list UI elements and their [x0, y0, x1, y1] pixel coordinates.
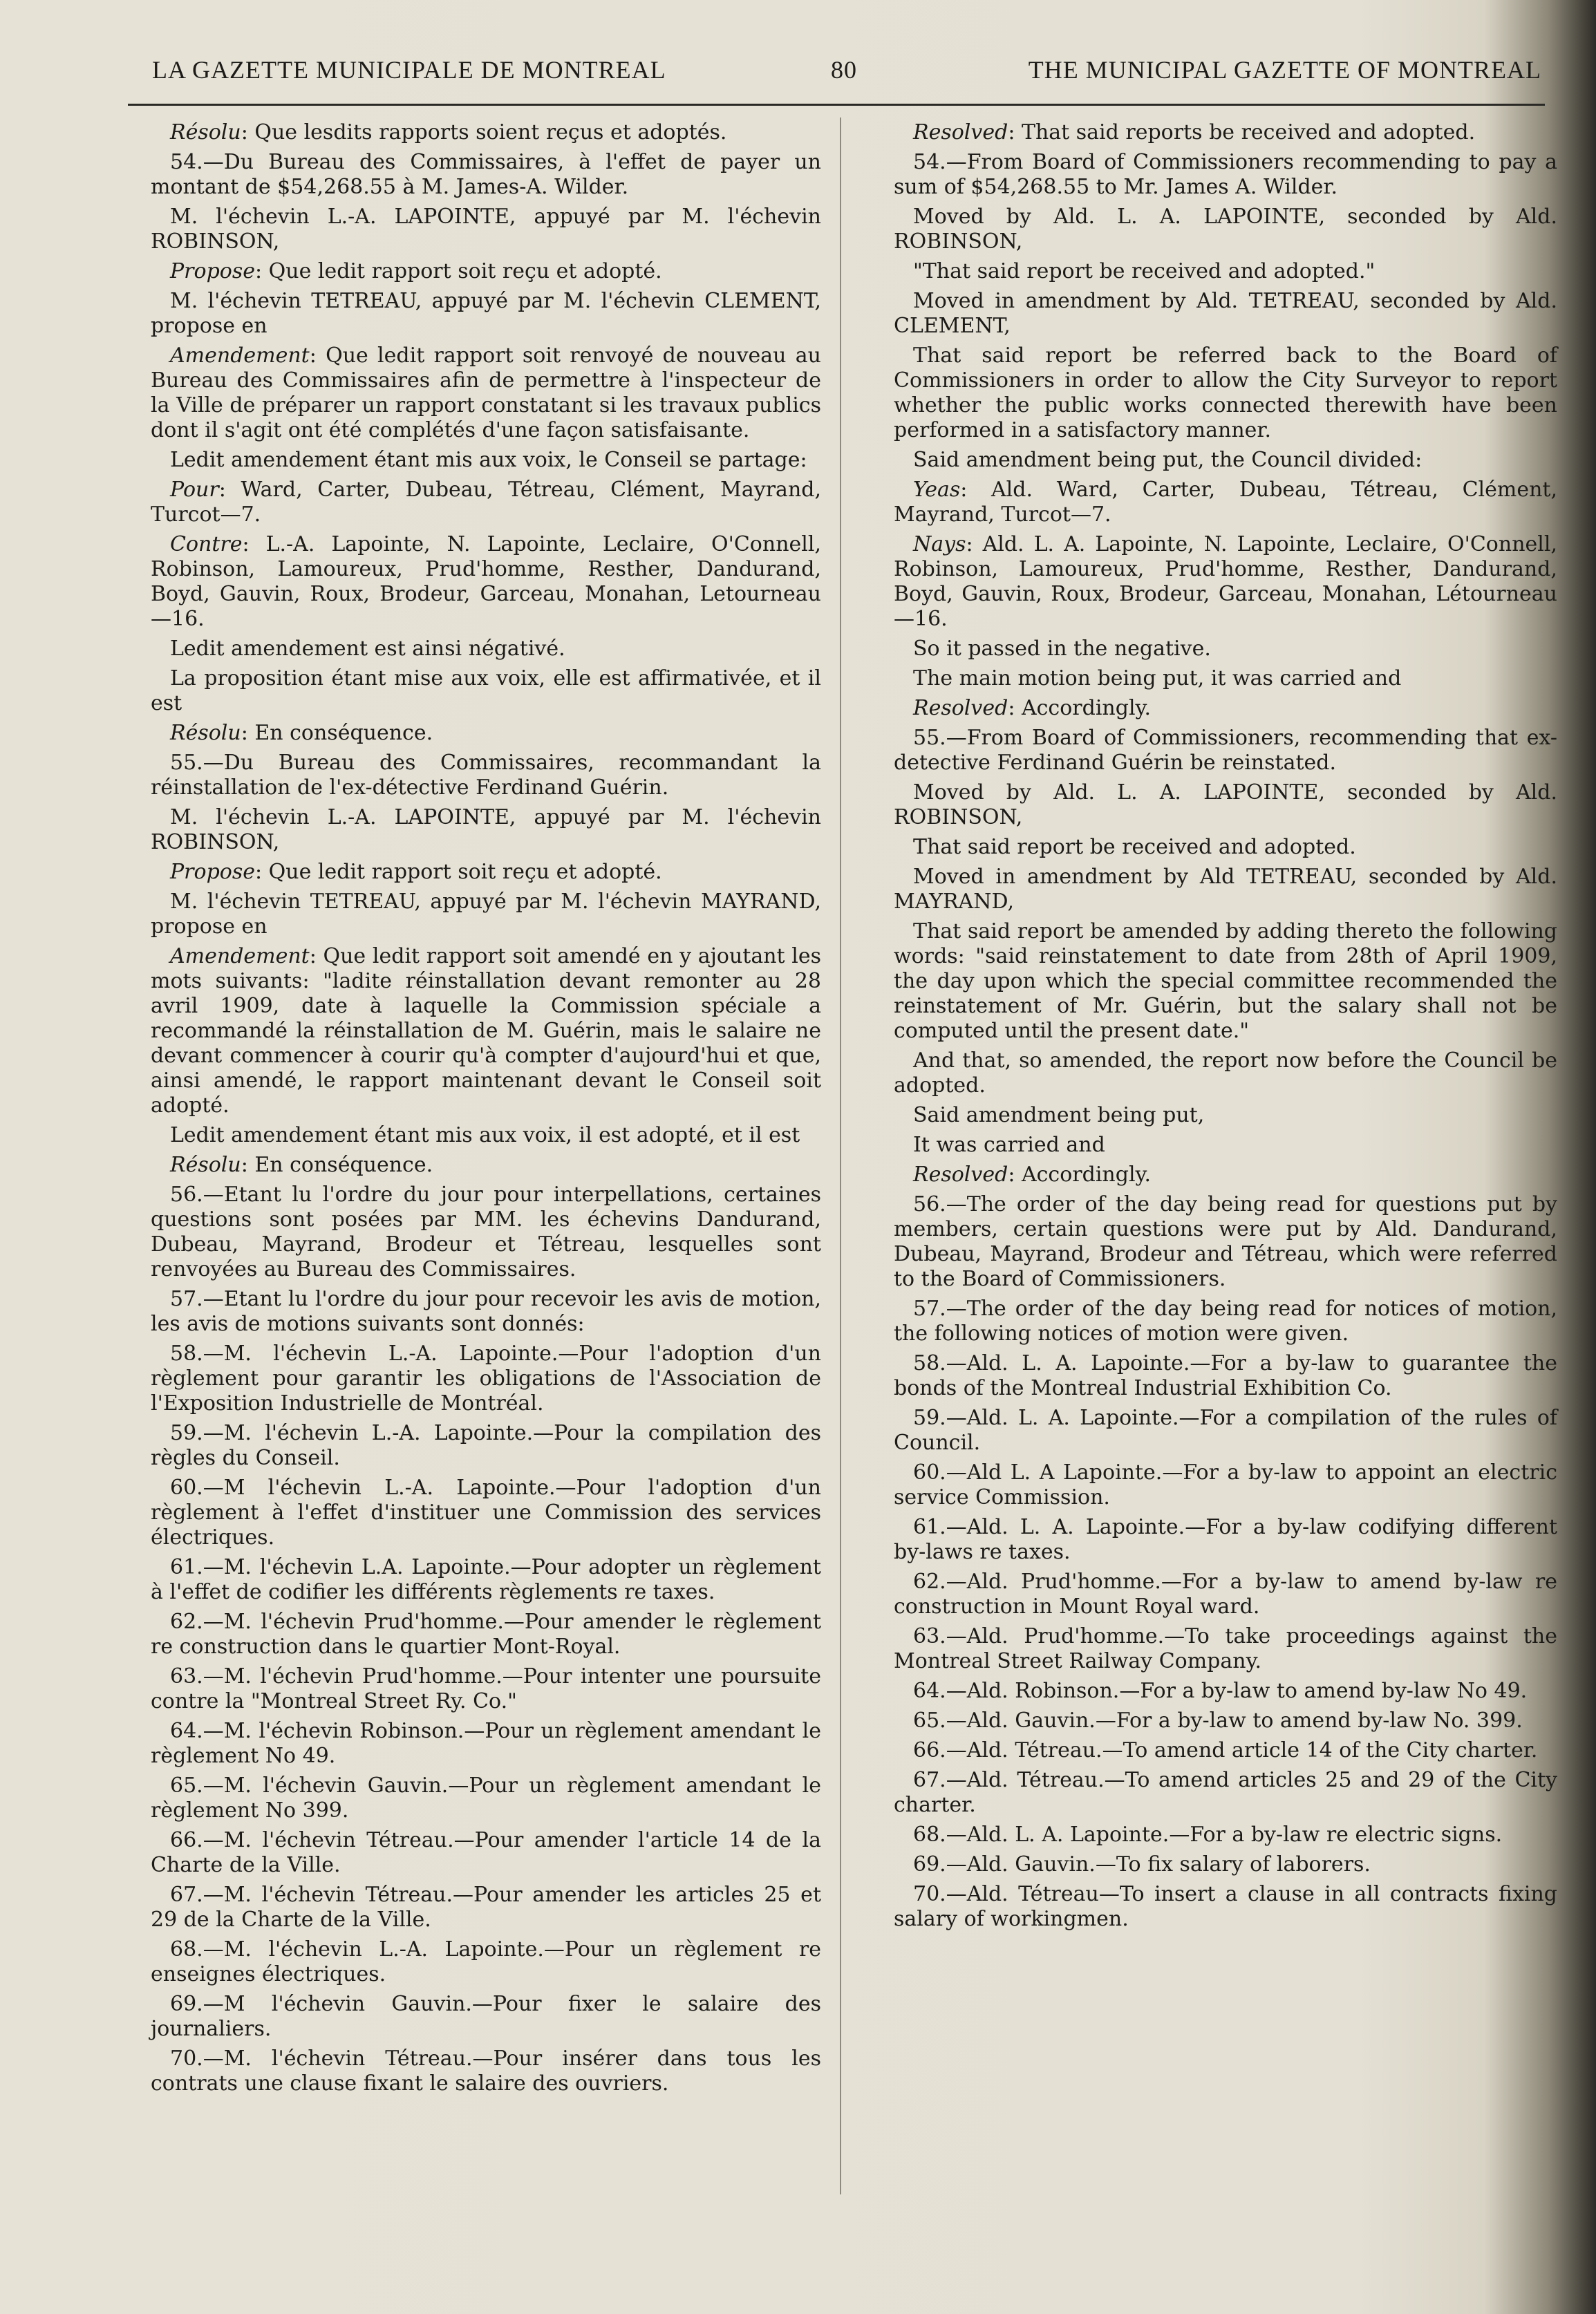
italic-lead: Contre — [170, 532, 243, 556]
en-paragraph — [894, 1738, 1557, 1763]
italic-lead: Nays — [913, 532, 966, 556]
en-paragraph — [894, 780, 1557, 830]
italic-lead: Propose — [170, 259, 256, 283]
header-french-title: LA GAZETTE MUNICIPALE DE MONTREAL — [152, 56, 666, 84]
fr-paragraph — [151, 1992, 821, 2042]
paragraph-text: That said report be received and adopted. — [913, 835, 1356, 859]
en-paragraph — [894, 666, 1557, 691]
italic-lead: Résolu — [170, 120, 241, 144]
paragraph-text: : Accordingly. — [1008, 696, 1152, 720]
paragraph-text: 57.—Etant lu l'ordre du jour pour recevoir les avis de motion, les avis de motions suivants sont donnés: — [151, 1287, 821, 1336]
paragraph-text: 63.—M. l'échevin Prud'homme.—Pour intenter une poursuite contre la "Montreal Street Ry. Co." — [151, 1664, 821, 1713]
paragraph-text: So it passed in the negative. — [913, 637, 1211, 661]
fr-paragraph — [151, 1883, 821, 1932]
paragraph-text: 70.—M. l'échevin Tétreau.—Pour insérer dans tous les contrats une clause fixant le salaire des ouvriers. — [151, 2047, 821, 2096]
paragraph-text: 68.—M. l'échevin L.-A. Lapointe.—Pour un règlement re enseignes électriques. — [151, 1937, 821, 1986]
en-paragraph — [894, 1103, 1557, 1128]
fr-paragraph — [151, 1342, 821, 1416]
en-paragraph — [894, 344, 1557, 443]
en-paragraph — [894, 726, 1557, 775]
fr-paragraph — [151, 1476, 821, 1550]
fr-paragraph — [151, 1610, 821, 1659]
italic-lead: Résolu — [170, 721, 241, 745]
en-paragraph — [894, 1709, 1557, 1733]
en-paragraph — [894, 478, 1557, 527]
paragraph-text: 66.—Ald. Tétreau.—To amend article 14 of the City charter. — [913, 1738, 1538, 1762]
paragraph-text: Said amendment being put, — [913, 1103, 1205, 1127]
paragraph-text: 64.—Ald. Robinson.—For a by-law to amend by-law No 49. — [913, 1679, 1528, 1703]
paragraph-text: 64.—M. l'échevin Robinson.—Pour un règlement amendant le règlement No 49. — [151, 1719, 821, 1768]
paragraph-text: Ledit amendement étant mis aux voix, le Conseil se partage: — [170, 448, 807, 472]
paragraph-text: 67.—M. l'échevin Tétreau.—Pour amender les articles 25 et 29 de la Charte de la Ville. — [151, 1883, 821, 1932]
fr-paragraph — [151, 1719, 821, 1769]
italic-lead: Amendement — [170, 344, 310, 368]
fr-paragraph — [151, 1828, 821, 1878]
italic-lead: Amendement — [170, 944, 310, 968]
paragraph-text: : Ward, Carter, Dubeau, Tétreau, Clément, Mayrand, Turcot—7. — [151, 478, 821, 527]
paragraph-text: 56.—The order of the day being read for questions put by members, certain questions were put by Ald. Dandurand, Dubeau, Mayrand, Brodeur and Tétreau, which were referred to the Board of Commissioners. — [894, 1192, 1557, 1291]
paragraph-text: 54.—From Board of Commissioners recommending to pay a sum of $54,268.55 to Mr. James A. Wilder. — [894, 150, 1557, 199]
fr-paragraph — [151, 1937, 821, 1987]
fr-paragraph — [151, 721, 821, 746]
en-paragraph — [894, 1192, 1557, 1292]
italic-lead: Yeas — [913, 478, 961, 502]
paragraph-text: M. l'échevin TETREAU, appuyé par M. l'échevin CLEMENT, propose en — [151, 289, 821, 338]
en-paragraph — [894, 919, 1557, 1044]
fr-paragraph — [151, 289, 821, 339]
paragraph-text: : Accordingly. — [1008, 1163, 1152, 1187]
paragraph-text: Said amendment being put, the Council divided: — [913, 448, 1423, 472]
fr-paragraph — [151, 2047, 821, 2096]
paragraph-text: : That said reports be received and adopted. — [1008, 120, 1476, 144]
fr-paragraph — [151, 1421, 821, 1471]
fr-paragraph — [151, 1287, 821, 1337]
en-paragraph — [894, 1823, 1557, 1847]
en-paragraph — [894, 1515, 1557, 1565]
paragraph-text: M. l'échevin L.-A. LAPOINTE, appuyé par M. l'échevin ROBINSON, — [151, 205, 821, 254]
fr-paragraph — [151, 805, 821, 855]
paragraph-text: : Que lesdits rapports soient reçus et adoptés. — [241, 120, 727, 144]
paragraph-text: 67.—Ald. Tétreau.—To amend articles 25 and 29 of the City charter. — [894, 1768, 1557, 1817]
paragraph-text: 66.—M. l'échevin Tétreau.—Pour amender l'article 14 de la Charte de la Ville. — [151, 1828, 821, 1877]
paragraph-text: : Ald. L. A. Lapointe, N. Lapointe, Leclaire, O'Connell, Robinson, Lamoureux, Prud'homme, Resther, Dandurand, Boyd, Gauvin, Roux, Brodeur, Garceau, Monahan, Létourneau—16. — [894, 532, 1557, 631]
paragraph-text: 58.—Ald. L. A. Lapointe.—For a by-law to guarantee the bonds of the Montreal Industrial Exhibition Co. — [894, 1351, 1557, 1400]
paragraph-text: 62.—Ald. Prud'homme.—For a by-law to amend by-law re construction in Mount Royal ward. — [894, 1570, 1557, 1619]
paragraph-text: 55.—From Board of Commissioners, recommending that ex-detective Ferdinand Guérin be reinstated. — [894, 726, 1557, 775]
paragraph-text: That said report be amended by adding thereto the following words: "said reinstatement to date from 28th of April 1909, the day upon which the special committee recommended the reinstatement of Mr. Guérin, but the salary shall not be computed until the present date." — [894, 919, 1557, 1043]
header-rule — [128, 104, 1545, 106]
english-column — [894, 120, 1557, 1937]
paragraph-text: Moved by Ald. L. A. LAPOINTE, seconded by Ald. ROBINSON, — [894, 780, 1557, 829]
en-paragraph — [894, 865, 1557, 914]
paragraph-text: La proposition étant mise aux voix, elle est affirmativée, et il est — [151, 666, 821, 715]
paragraph-text: Moved in amendment by Ald TETREAU, seconded by Ald. MAYRAND, — [894, 865, 1557, 914]
paragraph-text: 60.—Ald L. A Lapointe.—For a by-law to appoint an electric service Commission. — [894, 1460, 1557, 1509]
paragraph-text: 70.—Ald. Tétreau—To insert a clause in all contracts fixing salary of workingmen. — [894, 1882, 1557, 1931]
paragraph-text: 69.—M l'échevin Gauvin.—Pour fixer le salaire des journaliers. — [151, 1992, 821, 2041]
paragraph-text: It was carried and — [913, 1133, 1105, 1157]
en-paragraph — [894, 1882, 1557, 1932]
paragraph-text: 63.—Ald. Prud'homme.—To take proceedings against the Montreal Street Railway Company. — [894, 1624, 1557, 1673]
paragraph-text: Ledit amendement étant mis aux voix, il est adopté, et il est — [170, 1123, 800, 1147]
paragraph-text: 55.—Du Bureau des Commissaires, recommandant la réinstallation de l'ex-détective Ferdinand Guérin. — [151, 751, 821, 800]
page-header — [131, 55, 1541, 90]
fr-paragraph — [151, 666, 821, 716]
paragraph-text: : Que ledit rapport soit reçu et adopté. — [255, 860, 662, 884]
paragraph-text: The main motion being put, it was carried and — [913, 666, 1402, 690]
italic-lead: Propose — [170, 860, 256, 884]
paragraph-text: 69.—Ald. Gauvin.—To fix salary of laborers. — [913, 1852, 1371, 1876]
fr-paragraph — [151, 1123, 821, 1148]
en-paragraph — [894, 120, 1557, 145]
paragraph-text: And that, so amended, the report now before the Council be adopted. — [894, 1048, 1557, 1098]
en-paragraph — [894, 1297, 1557, 1346]
en-paragraph — [894, 1852, 1557, 1877]
italic-lead: Résolu — [170, 1153, 241, 1177]
page-number: 80 — [831, 56, 857, 84]
en-paragraph — [894, 448, 1557, 473]
fr-paragraph — [151, 344, 821, 443]
paragraph-text: 60.—M l'échevin L.-A. Lapointe.—Pour l'adoption d'un règlement à l'effet d'instituer une Commission des services électriques. — [151, 1476, 821, 1550]
fr-paragraph — [151, 448, 821, 473]
fr-paragraph — [151, 120, 821, 145]
paragraph-text: 59.—Ald. L. A. Lapointe.—For a compilation of the rules of Council. — [894, 1406, 1557, 1455]
fr-paragraph — [151, 150, 821, 200]
paragraph-text: Ledit amendement est ainsi négativé. — [170, 637, 565, 661]
fr-paragraph — [151, 860, 821, 885]
paragraph-text: 62.—M. l'échevin Prud'homme.—Pour amender le règlement re construction dans le quartier Mont-Royal. — [151, 1610, 821, 1659]
en-paragraph — [894, 1570, 1557, 1619]
paragraph-text: 61.—Ald. L. A. Lapointe.—For a by-law codifying different by-laws re taxes. — [894, 1515, 1557, 1564]
en-paragraph — [894, 1768, 1557, 1818]
fr-paragraph — [151, 478, 821, 527]
paragraph-text: 56.—Etant lu l'ordre du jour pour interpellations, certaines questions sont posées par MM. les échevins Dandurand, Dubeau, Mayrand, Brodeur et Tétreau, lesquelles sont renvoyées au Bureau des Commissaires. — [151, 1183, 821, 1281]
fr-paragraph — [151, 1774, 821, 1823]
fr-paragraph — [151, 1555, 821, 1605]
paragraph-text: M. l'échevin TETREAU, appuyé par M. l'échevin MAYRAND, propose en — [151, 890, 821, 939]
header-english-title: THE MUNICIPAL GAZETTE OF MONTREAL — [1028, 56, 1541, 84]
paragraph-text: M. l'échevin L.-A. LAPOINTE, appuyé par M. l'échevin ROBINSON, — [151, 805, 821, 854]
paragraph-text: 59.—M. l'échevin L.-A. Lapointe.—Pour la compilation des règles du Conseil. — [151, 1421, 821, 1470]
en-paragraph — [894, 1460, 1557, 1510]
fr-paragraph — [151, 205, 821, 254]
en-paragraph — [894, 637, 1557, 661]
en-paragraph — [894, 1133, 1557, 1158]
italic-lead: Resolved — [913, 696, 1008, 720]
paragraph-text: 61.—M. l'échevin L.A. Lapointe.—Pour adopter un règlement à l'effet de codifier les différents règlements re taxes. — [151, 1555, 821, 1604]
paragraph-text: : En conséquence. — [241, 1153, 433, 1177]
paragraph-text: 57.—The order of the day being read for notices of motion, the following notices of motion were given. — [894, 1297, 1557, 1346]
paragraph-text: : Que ledit rapport soit reçu et adopté. — [255, 259, 662, 283]
paragraph-text: : L.-A. Lapointe, N. Lapointe, Leclaire, O'Connell, Robinson, Lamoureux, Prud'homme, Resther, Dandurand, Boyd, Gauvin, Roux, Brodeur, Garceau, Monahan, Letourneau—16. — [151, 532, 821, 631]
en-paragraph — [894, 259, 1557, 284]
fr-paragraph — [151, 1664, 821, 1714]
en-paragraph — [894, 150, 1557, 200]
en-paragraph — [894, 696, 1557, 721]
paragraph-text: 54.—Du Bureau des Commissaires, à l'effet de payer un montant de $54,268.55 à M. James-A. Wilder. — [151, 150, 821, 199]
en-paragraph — [894, 1351, 1557, 1401]
paragraph-text: Moved in amendment by Ald. TETREAU, seconded by Ald. CLEMENT, — [894, 289, 1557, 338]
fr-paragraph — [151, 890, 821, 939]
fr-paragraph — [151, 1183, 821, 1282]
paragraph-text: : Que ledit rapport soit amendé en y ajoutant les mots suivants: "ladite réinstallation devant remonter au 28 avril 1909, date à laquelle la Commission spéciale a recommandé la réinstallation de M. Guérin, mais le salaire ne devant commencer à courir qu'à compter d'aujourd'hui et que, ainsi amendé, le rapport maintenant devant le Conseil soit adopté. — [151, 944, 821, 1118]
en-paragraph — [894, 1048, 1557, 1098]
en-paragraph — [894, 1679, 1557, 1704]
paragraph-text: : En conséquence. — [241, 721, 433, 745]
paragraph-text: : Ald. Ward, Carter, Dubeau, Tétreau, Clément, Mayrand, Turcot—7. — [894, 478, 1557, 527]
fr-paragraph — [151, 259, 821, 284]
paragraph-text: "That said report be received and adopted." — [913, 259, 1376, 283]
en-paragraph — [894, 1163, 1557, 1187]
french-column — [151, 120, 821, 2101]
en-paragraph — [894, 205, 1557, 254]
paragraph-text: That said report be referred back to the Board of Commissioners in order to allow the City Surveyor to report whether the public works connected therewith have been performed in a satisfactory manner. — [894, 344, 1557, 442]
paragraph-text: Moved by Ald. L. A. LAPOINTE, seconded by Ald. ROBINSON, — [894, 205, 1557, 254]
en-paragraph — [894, 1624, 1557, 1674]
column-divider — [840, 117, 841, 2194]
fr-paragraph — [151, 637, 821, 661]
fr-paragraph — [151, 1153, 821, 1178]
fr-paragraph — [151, 751, 821, 800]
en-paragraph — [894, 1406, 1557, 1456]
italic-lead: Resolved — [913, 1163, 1008, 1187]
paragraph-text: 58.—M. l'échevin L.-A. Lapointe.—Pour l'adoption d'un règlement pour garantir les obligations de l'Association de l'Exposition Industrielle de Montréal. — [151, 1342, 821, 1415]
fr-paragraph — [151, 532, 821, 632]
fr-paragraph — [151, 944, 821, 1118]
en-paragraph — [894, 532, 1557, 632]
paragraph-text: : Que ledit rapport soit renvoyé de nouveau au Bureau des Commissaires afin de permettre à l'inspecteur de la Ville de préparer un rapport constatant si les travaux publics dont il s'agit ont été complétés d'une façon satisfaisante. — [151, 344, 821, 442]
italic-lead: Pour — [170, 478, 219, 502]
paragraph-text: 65.—M. l'échevin Gauvin.—Pour un règlement amendant le règlement No 399. — [151, 1774, 821, 1823]
en-paragraph — [894, 835, 1557, 860]
italic-lead: Resolved — [913, 120, 1008, 144]
paragraph-text: 68.—Ald. L. A. Lapointe.—For a by-law re electric signs. — [913, 1823, 1503, 1847]
paragraph-text: 65.—Ald. Gauvin.—For a by-law to amend by-law No. 399. — [913, 1709, 1523, 1733]
en-paragraph — [894, 289, 1557, 339]
